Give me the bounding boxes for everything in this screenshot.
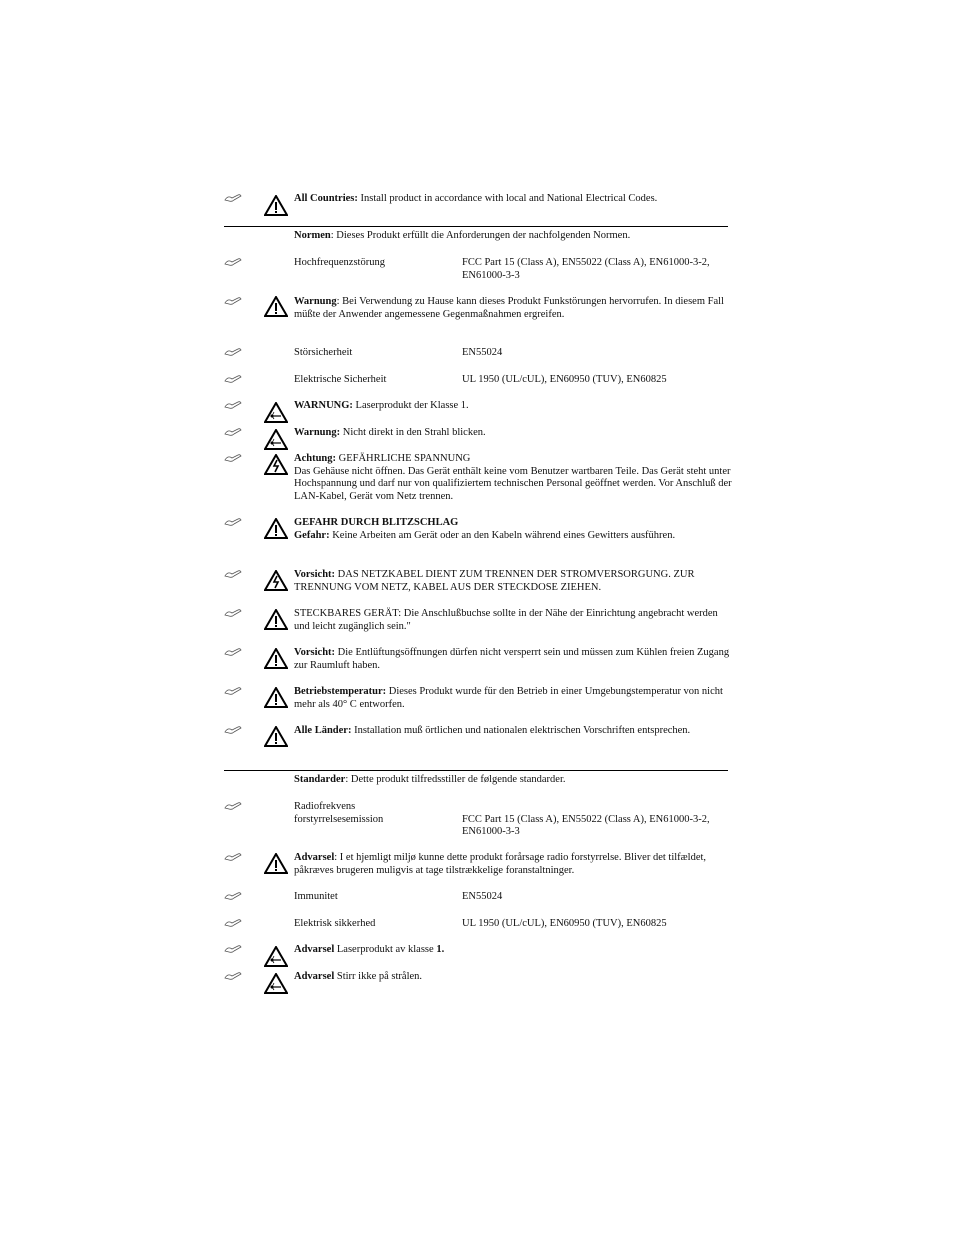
pointing-hand-icon	[224, 400, 244, 410]
rf-label-da-line2: forstyrrelsesemission	[294, 813, 384, 825]
laser-text-da: Laserprodukt av klasse	[334, 944, 437, 955]
laser-warning-icon	[264, 973, 288, 994]
beam-row-de	[224, 427, 734, 451]
warning-triangle-icon	[264, 726, 288, 747]
vent-row	[224, 647, 734, 675]
advarsel-label: Advarsel	[294, 852, 335, 863]
lightning-text: Keine Arbeiten am Gerät oder an den Kabeln während eines Gewitters ausführen.	[329, 529, 676, 541]
rf-label-da-line1: Radiofrekvens	[294, 801, 356, 812]
voltage-label: Achtung:	[294, 453, 337, 464]
pointing-hand-icon	[224, 517, 244, 527]
safety-label-da: Elektrisk sikkerhed	[294, 918, 376, 929]
safety-row-da	[224, 918, 734, 932]
pointing-hand-icon	[224, 725, 244, 735]
pointing-hand-icon	[224, 608, 244, 618]
temp-label: Betriebstemperatur:	[294, 686, 387, 697]
alle-laender-text: Installation muß örtlichen und nationalen elektrischen Vorschriften entsprechen.	[351, 725, 691, 736]
immunity-row-de	[224, 347, 734, 361]
warnung-text: : Bei Verwendung zu Hause kann dieses Produkt Funkstörungen hervorrufen. In diesem Fall müßte der Anwender angemessene Gegenmaßnahmen ergreifen.	[294, 296, 724, 320]
plug-text: STECKBARES GERÄT: Die Anschlußbuchse sollte in der Nähe der Einrichtung angebracht werden und leicht zugänglich sein."	[294, 608, 718, 632]
warning-triangle-icon	[264, 687, 288, 708]
standarder-text: : Dette produkt tilfredsstiller de følgende standarder.	[345, 774, 566, 785]
warning-triangle-icon	[264, 609, 288, 630]
warning-triangle-icon	[264, 195, 288, 216]
warnung-label: Warnung	[294, 296, 337, 307]
alle-laender-row	[224, 725, 734, 753]
warnung-row	[224, 296, 734, 336]
laser-label-de: WARNUNG:	[294, 400, 353, 411]
immunity-value-da: EN55024	[462, 891, 503, 902]
power-row	[224, 569, 734, 597]
pointing-hand-icon	[224, 852, 244, 862]
temp-text: Dieses Produkt wurde für den Betrieb in einer Umgebungstemperatur von nicht mehr als 40° C entworfen.	[294, 686, 723, 710]
plug-row	[224, 608, 734, 636]
laser-row-de	[224, 400, 734, 424]
voltage-text: GEFÄHRLICHE SPANNUNG	[336, 453, 471, 464]
high-voltage-warning-icon	[264, 454, 288, 475]
safety-row-de	[224, 374, 734, 388]
lightning-title: GEFAHR DURCH BLITZSCHLAG	[294, 517, 459, 528]
power-text: DAS NETZKABEL DIENT ZUM TRENNEN DER STROMVERSORGUNG. ZUR TRENNUNG VOM NETZ, KABEL AUS DER STECKDOSE ZIEHEN.	[294, 569, 695, 593]
pointing-hand-icon	[224, 374, 244, 384]
advarsel-text: : I et hjemligt miljø kunne dette produkt forårsage radio forstyrrelse. Bliver det tilfældet, påkræves brugeren muligvis at tage tilstrækkelige foranstaltninger.	[294, 852, 707, 876]
safety-value-da: UL 1950 (UL/cUL), EN60950 (TUV), EN60825	[462, 918, 667, 929]
warning-triangle-icon	[264, 648, 288, 669]
pointing-hand-icon	[224, 347, 244, 357]
alle-laender-label: Alle Länder:	[294, 725, 352, 736]
lightning-row	[224, 517, 734, 557]
laser-row-da	[224, 944, 734, 968]
vent-label: Vorsicht:	[294, 647, 336, 658]
pointing-hand-icon	[224, 296, 244, 306]
all-countries-label: All Countries:	[294, 193, 358, 204]
beam-label-de: Warnung:	[294, 427, 341, 438]
all-countries-row	[224, 193, 734, 221]
laser-text-de: Laserprodukt der Klasse 1.	[352, 400, 469, 411]
safety-value-de: UL 1950 (UL/cUL), EN60950 (TUV), EN60825	[462, 374, 667, 385]
normen-intro	[224, 230, 734, 244]
standarder-intro	[224, 774, 734, 788]
immunity-row-da	[224, 891, 734, 905]
advarsel-row	[224, 852, 734, 880]
high-voltage-warning-icon	[264, 570, 288, 591]
pointing-hand-icon	[224, 257, 244, 267]
beam-row-da	[224, 971, 734, 995]
warning-triangle-icon	[264, 518, 288, 539]
pointing-hand-icon	[224, 427, 244, 437]
voltage-body: Das Gehäuse nicht öffnen. Das Gerät enthält keine vom Benutzer wartbaren Teile. Das Gerät steht unter Hochspannung und darf nur von qualifiziertem technischen Personal geöffnet werden. Vor Anschluß der LAN-Kabel, Gerät vom Netz trennen.	[294, 465, 732, 502]
power-label: Vorsicht:	[294, 569, 336, 580]
rf-label-de: Hochfrequenzstörung	[294, 257, 385, 268]
vent-text: Die Entlüftungsöffnungen dürfen nicht versperrt sein und müssen zum Kühlen freien Zugang zur Raumluft haben.	[294, 647, 730, 671]
beam-text-de: Nicht direkt in den Strahl blicken.	[340, 427, 486, 438]
pointing-hand-icon	[224, 193, 244, 203]
pointing-hand-icon	[224, 891, 244, 901]
pointing-hand-icon	[224, 971, 244, 981]
temp-row	[224, 686, 734, 714]
section-divider	[224, 770, 728, 771]
rf-row-da	[224, 801, 734, 841]
laser-class-da: 1.	[436, 944, 445, 955]
safety-label-de: Elektrische Sicherheit	[294, 374, 387, 385]
warning-triangle-icon	[264, 296, 288, 317]
pointing-hand-icon	[224, 453, 244, 463]
rf-value-da: FCC Part 15 (Class A), EN55022 (Class A), EN61000-3-2, EN61000-3-3	[462, 813, 710, 838]
immunity-value-de: EN55024	[462, 347, 503, 358]
voltage-row	[224, 453, 734, 505]
normen-label: Normen	[294, 230, 331, 241]
rf-label-da	[294, 801, 459, 826]
pointing-hand-icon	[224, 569, 244, 579]
lightning-label: Gefahr:	[294, 529, 330, 541]
pointing-hand-icon	[224, 647, 244, 657]
rf-row-de	[224, 257, 734, 283]
pointing-hand-icon	[224, 686, 244, 696]
pointing-hand-icon	[224, 801, 244, 811]
beam-text-da: Stirr ikke på strålen.	[334, 971, 423, 982]
all-countries-text: Install product in accordance with local and National Electrical Codes.	[357, 193, 658, 204]
section-divider	[224, 226, 728, 227]
immunity-label-de: Störsicherheit	[294, 347, 353, 358]
laser-label-da: Advarsel	[294, 944, 335, 955]
pointing-hand-icon	[224, 918, 244, 928]
laser-warning-icon	[264, 402, 288, 423]
beam-label-da: Advarsel	[294, 971, 335, 982]
standarder-label: Standarder	[294, 774, 346, 785]
warning-triangle-icon	[264, 853, 288, 874]
immunity-label-da: Immunitet	[294, 891, 338, 902]
pointing-hand-icon	[224, 944, 244, 954]
laser-warning-icon	[264, 946, 288, 967]
rf-value-de: FCC Part 15 (Class A), EN55022 (Class A), EN61000-3-2, EN61000-3-3	[462, 257, 710, 281]
normen-text: : Dieses Produkt erfüllt die Anforderungen der nachfolgenden Normen.	[330, 230, 631, 241]
laser-warning-icon	[264, 429, 288, 450]
